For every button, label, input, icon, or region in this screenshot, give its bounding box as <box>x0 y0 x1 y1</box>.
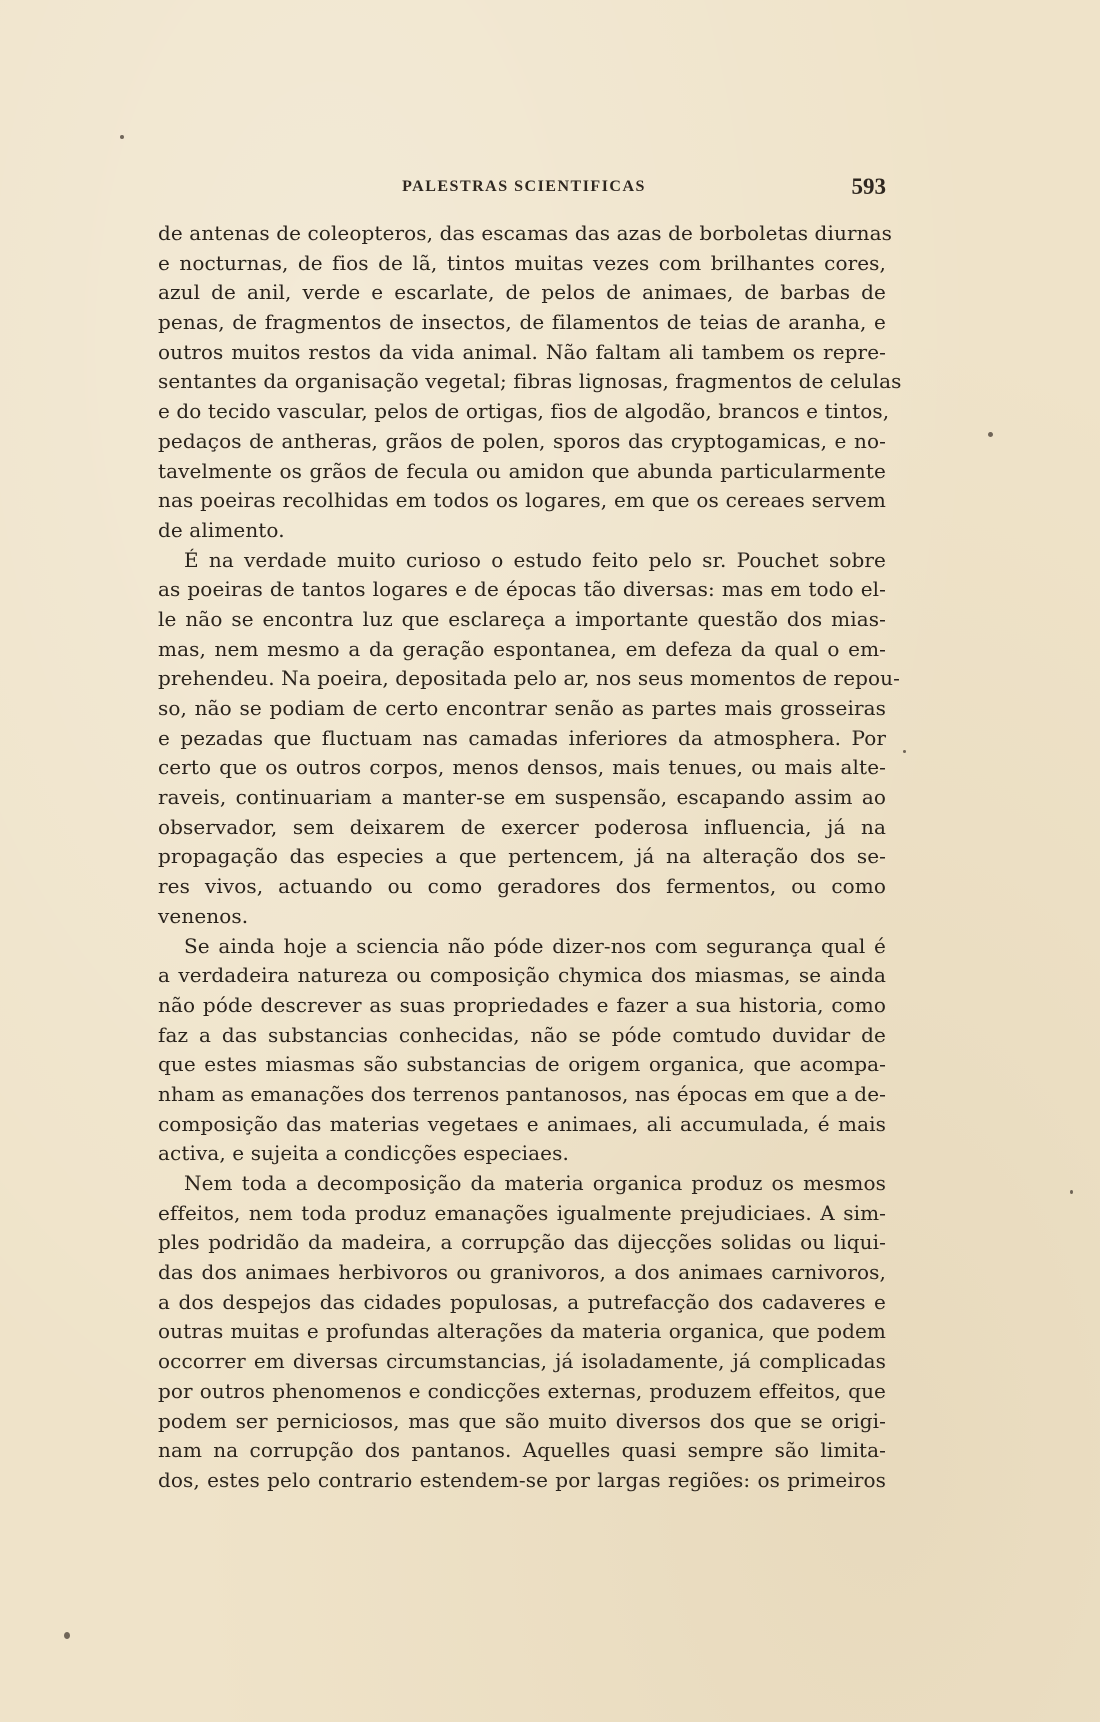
text-line: Se ainda hoje a sciencia não póde dizer-nos com segurança qual é <box>184 933 886 958</box>
text-line: podem ser perniciosos, mas que são muito diversos dos que se origi- <box>158 1408 886 1433</box>
running-head <box>160 176 888 202</box>
text-line: outras muitas e profundas alterações da materia organica, que podem <box>158 1319 886 1344</box>
text-line: não póde descrever as suas propriedades e fazer a sua historia, como <box>158 992 886 1017</box>
text-line: faz a das substancias conhecidas, não se póde comtudo duvidar de <box>158 1022 886 1047</box>
text-line: a verdadeira natureza ou composição chymica dos miasmas, se ainda <box>158 963 886 988</box>
text-line: res vivos, actuando ou como geradores dos fermentos, ou como <box>158 874 886 899</box>
text-line: nam na corrupção dos pantanos. Aquelles quasi sempre são limita- <box>158 1438 886 1463</box>
paper-speck <box>120 135 124 139</box>
text-line: observador, sem deixarem de exercer poderosa influencia, já na <box>158 814 886 839</box>
text-line: venenos. <box>158 903 249 928</box>
text-line: outros muitos restos da vida animal. Não faltam ali tambem os repre- <box>158 339 886 364</box>
text-line: composição das materias vegetaes e animaes, ali accumulada, é mais <box>158 1111 886 1136</box>
text-line: nham as emanações dos terrenos pantanosos, nas épocas em que a de- <box>158 1081 886 1106</box>
text-line: le não se encontra luz que esclareça a importante questão dos mias- <box>158 606 886 631</box>
text-line: e do tecido vascular, pelos de ortigas, fios de algodão, brancos e tintos, <box>158 399 890 424</box>
text-line: nas poeiras recolhidas em todos os logares, em que os cereaes servem <box>158 488 886 513</box>
body-text <box>158 219 902 1496</box>
text-line: ples podridão da madeira, a corrupção das dijecções solidas ou liqui- <box>158 1230 886 1255</box>
text-line: pedaços de antheras, grãos de polen, sporos das cryptogamicas, e no- <box>158 428 886 453</box>
text-line: das dos animaes herbivoros ou granivoros, a dos animaes carnivoros, <box>158 1260 886 1285</box>
text-line: effeitos, nem toda produz emanações igualmente prejudiciaes. A sim- <box>158 1200 886 1225</box>
paper-speck <box>1070 1190 1073 1194</box>
text-line: penas, de fragmentos de insectos, de filamentos de teias de aranha, e <box>158 310 886 335</box>
text-line: tavelmente os grãos de fecula ou amidon que abunda particularmente <box>158 458 886 483</box>
text-line: É na verdade muito curioso o estudo feito pelo sr. Pouchet sobre <box>184 547 886 572</box>
text-line: as poeiras de tantos logares e de épocas tão diversas: mas em todo el- <box>158 577 886 602</box>
text-line: so, não se podiam de certo encontrar senão as partes mais grosseiras <box>158 696 886 720</box>
text-line: de antenas de coleopteros, das escamas das azas de borboletas diurnas <box>158 221 892 245</box>
text-line: sentantes da organisação vegetal; fibras lignosas, fragmentos de celulas <box>158 369 902 394</box>
text-line: prehendeu. Na poeira, depositada pelo ar, nos seus momentos de repou- <box>158 666 901 691</box>
paper-speck <box>903 750 906 753</box>
text-line: dos, estes pelo contrario estendem-se por largas regiões: os primeiros <box>158 1467 886 1492</box>
paper-speck <box>64 1632 70 1639</box>
running-title: PALESTRAS SCIENTIFICAS <box>402 178 646 195</box>
text-line: certo que os outros corpos, menos densos, mais tenues, ou mais alte- <box>158 755 886 780</box>
text-line: activa, e sujeita a condicções especiaes. <box>158 1141 569 1166</box>
text-line: propagação das especies a que pertencem, já na alteração dos se- <box>158 844 886 869</box>
text-line: e nocturnas, de fios de lã, tintos muitas vezes com brilhantes cores, <box>158 250 886 275</box>
paper-speck <box>988 432 993 437</box>
page-number: 593 <box>851 174 886 199</box>
text-line: raveis, continuariam a manter-se em suspensão, escapando assim ao <box>158 785 886 810</box>
text-line: Nem toda a decomposição da materia organica produz os mesmos <box>184 1171 886 1195</box>
text-line: e pezadas que fluctuam nas camadas inferiores da atmosphera. Por <box>158 725 886 750</box>
text-line: a dos despejos das cidades populosas, a putrefacção dos cadaveres e <box>158 1289 886 1314</box>
text-line: de alimento. <box>158 517 285 542</box>
text-line: por outros phenomenos e condicções externas, produzem effeitos, que <box>158 1378 886 1403</box>
text-line: occorrer em diversas circumstancias, já isoladamente, já complicadas <box>158 1349 886 1374</box>
text-line: azul de anil, verde e escarlate, de pelos de animaes, de barbas de <box>158 280 886 305</box>
text-line: mas, nem mesmo a da geração espontanea, em defeza da qual o em- <box>158 636 886 661</box>
text-line: que estes miasmas são substancias de origem organica, que acompa- <box>158 1052 886 1077</box>
